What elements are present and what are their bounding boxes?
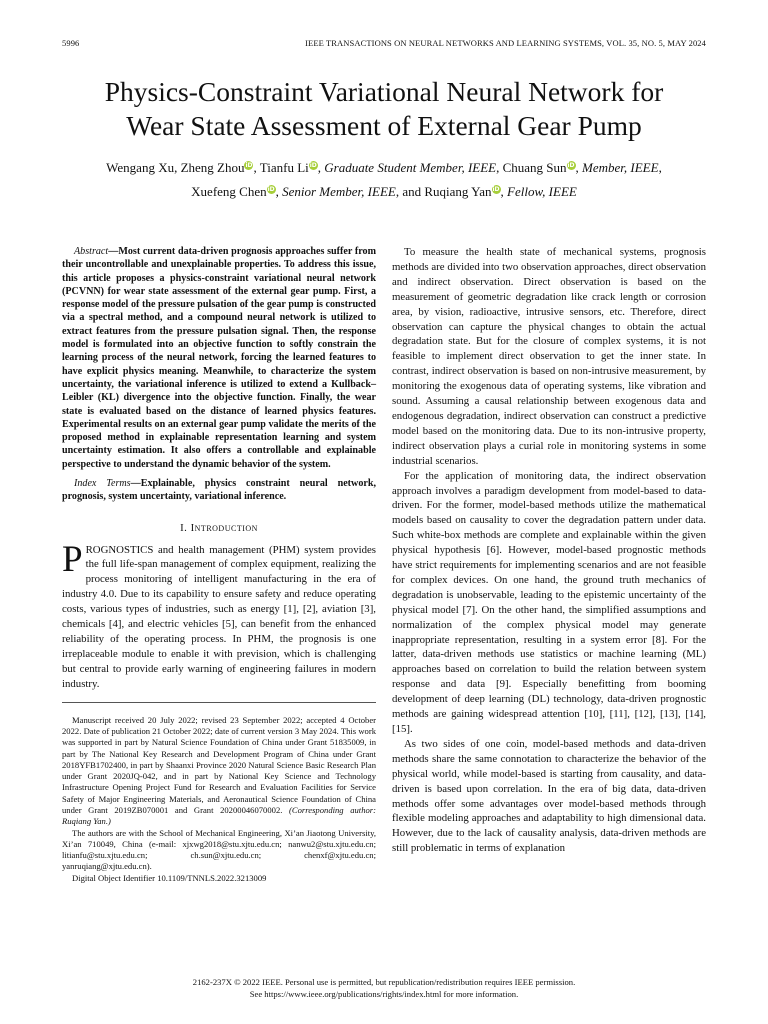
intro-text: ROGNOSTICS and health management (PHM) system provides the full life-span management of complex equipment, realizing the process monitoring of intelligent manufacturing in the era of industry 4.0. Due to its capability to ensure safety and reduce operating costs, various types of industries, such as energy [1], [2], aviation [3], chemicals [4], and electric vehicles [5], can benefit from the enhanced reliability of the operating process. In PHM, the prognosis is one irreplaceable module to enable it with prevision, which is challenging but central to provide early warning of engineering failures in modern industry. — [62, 543, 376, 690]
section-numeral: I. — [180, 521, 188, 534]
abstract-lead: Abstract — [74, 246, 109, 257]
author-role: Graduate Student Member, IEEE — [324, 160, 497, 175]
footnote-separator — [62, 702, 376, 703]
author-names-4: Xuefeng Chen — [191, 184, 267, 199]
footnote-manuscript-text: Manuscript received 20 July 2022; revised 23 September 2022; accepted 4 October 2022. Date of publication 21 October 2022; date of current version 3 May 2024. This work was supported in part by Natural Science Foundation of China under Grant 51835009, in part by The National Key Research and Development Program of China under Grant 2018YFB1702400, in part by Shaanxi Province 2020 Natural Science Basic Research Plan under Grant 2020JQ-042, and in part by National Key Science and Technology Infrastructure Opening Project Fund for Research and Evaluation Facilities for Service Safety of Major Engineering Materials, and Aeronautical Science Foundation of China under Grant 2019ZB070001 and Grant 20200046070002. — [62, 714, 376, 815]
orcid-icon[interactable]: iD — [267, 186, 275, 193]
author-role: Senior Member, IEEE — [282, 184, 396, 199]
footnote-affiliation: The authors are with the School of Mechanical Engineering, Xi’an Jiaotong University, Xi’an 710049, China (e-mail: xjxwg2018@stu.xjtu.edu.cn; nanwu2@stu.xjtu.edu.cn; litianfu@stu.xjtu.edu.cn; ch.sun@xjtu.edu.cn; chenxf@xjtu.edu.cn; yanruqiang@xjtu.edu.cn). — [62, 827, 376, 872]
author-names-1: Wengang Xu, Zheng Zhou — [106, 160, 245, 175]
author-role: Member, IEEE — [582, 160, 659, 175]
abstract-text: Most current data-driven prognosis approaches suffer from their uncontrollable and unexplainable properties. To address this issue, this article proposes a physics-constraint variational neural network (PCVNN) for wear state assessment of the external gear pump. First, a response model of the pressure pulsation of the gear pump is constructed via a spectral method, and a compound neural network is utilized to extract features from the pressure pulsation signal. Then, the response model is formulated into an objective function to softly constrain the learning process of the neural network, forcing the learned features to have explicit physics meaning. Meanwhile, to characterize the system uncertainty, the variational inference is utilized to extend a Kullback–Leibler (KL) divergence into the objective function. Finally, the wear state is evaluated based on the distance of learned physics features. Experimental results on an external gear pump validate the merits of the proposed method in explainable representation learning and system uncertainty estimation. It also offers a controllable and explainable perspective to understand the dynamic behavior of the system. — [62, 246, 376, 470]
author-line-2: Xuefeng CheniD, Senior Member, IEEE, and Ruqiang YaniD, Fellow, IEEE — [191, 184, 577, 199]
footnote-doi[interactable]: Digital Object Identifier 10.1109/TNNLS.2022.3213009 — [72, 872, 267, 883]
paper-title — [40, 75, 728, 143]
orcid-icon[interactable]: iD — [309, 162, 317, 169]
author-names-5: , and Ruqiang Yan — [395, 184, 492, 199]
title-line-2: Wear State Assessment of External Gear Pump — [126, 110, 642, 141]
copyright-line-2[interactable]: See https://www.ieee.org/publications/rights/index.html for more information. — [249, 988, 519, 999]
orcid-icon[interactable]: iD — [492, 186, 500, 193]
section-heading — [62, 521, 376, 536]
footnote-manuscript — [62, 715, 376, 828]
abstract: Abstract—Most current data-driven prognosis approaches suffer from their uncontrollable and unexplainable properties. To address this issue, this article proposes a physics-constraint variational neural network (PCVNN) for wear state assessment of the external gear pump. First, a response model of the pressure pulsation of the gear pump is constructed via a spectral method, and a compound neural network is utilized to extract features from the pressure pulsation signal. Then, the response model is formulated into an objective function to softly constrain the learning process of the neural network, forcing the learned features to have explicit physics meaning. Meanwhile, to characterize the system uncertainty, the variational inference is utilized to extend a Kullback–Leibler (KL) divergence into the objective function. Finally, the wear state is evaluated based on the distance of learned physics features. Experimental results on an external gear pump validate the merits of the proposed method in explainable representation learning and system uncertainty estimation. It also offers a controllable and explainable perspective to understand the dynamic behavior of the system. — [62, 246, 376, 470]
author-line-1: Wengang Xu, Zheng ZhouiD, Tianfu LiiD, Graduate Student Member, IEEE, Chuang SuniD, Member, IEEE, — [106, 160, 662, 175]
corresponding-author: (Corresponding author: Ruqiang Yan.) — [62, 804, 376, 827]
journal-header: IEEE TRANSACTIONS ON NEURAL NETWORKS AND LEARNING SYSTEMS, VOL. 35, NO. 5, MAY 2024 — [305, 38, 706, 48]
section-title: Introduction — [190, 521, 258, 534]
author-list — [40, 156, 728, 204]
title-line-1: Physics-Constraint Variational Neural Network for — [104, 76, 664, 107]
copyright-line-1: 2162-237X © 2022 IEEE. Personal use is permitted, but republication/redistribution requires IEEE permission. — [192, 977, 576, 987]
body-paragraph: As two sides of one coin, model-based methods and data-driven methods share the same connotation to characterize the behavior of the physical world, while model-based is starting from causality, and data-driven is based upon correlation. In the era of big data, data-driven methods offer some advantages over model-based methods through flexible modeling approaches and adaptability to high dimensional data. However, due to the lack of causality analysis, data-driven methods are still problematic in terms of explanation — [392, 737, 706, 855]
author-names-2: , Tianfu Li — [253, 160, 309, 175]
body-paragraph: For the application of monitoring data, the indirect observation approach involves a paradigm development from model-based to data-driven. For the former, model-based methods utilize the mathematical models based on causality to cover the degradation pattern under data. Such white-box methods are complete and explainable within the given physical hypothesis [6]. However, model-based prognostic methods have strict requirements for implementing scenarios and are not feasible for complex devices. On one hand, the ground truth mechanics of degradation is unobservable, leading to the epistemic uncertainty of the physical model [7]. On the other hand, the simplified assumptions and normalization of the complex physical model may generate inappropriate representation, resulting in a system error [8]. For the latter, data-driven methods use statistics or machine learning (ML) approaches based on correlation to build the relation between system response and data [9]. Especially benefitting from booming development of deep learning (DL) technology, data-driven prognostic methods are gaining widespread attention [10], [11], [12], [13], [14], [15]. — [392, 469, 706, 735]
author-names-3: , Chuang Sun — [496, 160, 567, 175]
author-role: Fellow, IEEE — [507, 184, 577, 199]
orcid-icon[interactable]: iD — [567, 162, 575, 169]
right-column — [392, 245, 706, 856]
page-number: 5996 — [62, 38, 80, 48]
intro-paragraph — [62, 538, 376, 692]
index-terms: Index Terms—Explainable, physics constraint neural network, prognosis, system uncertainty, variational inference. — [62, 478, 376, 503]
orcid-icon[interactable]: iD — [245, 162, 253, 169]
index-terms-text: Explainable, physics constraint neural network, prognosis, system uncertainty, variational inference. — [62, 478, 376, 503]
drop-cap: P — [62, 538, 83, 580]
body-paragraph: To measure the health state of mechanical systems, prognosis methods are divided into two observation approaches, direct observation and indirect observation. Direct observation is based on the measurement of geometric degradation like crack length or corrosion area, by vision, radioactive, intrusive sensors, etc. Therefore, direct observation can capture the physical changes to obtain the actual degradation state. But for the closure of complex systems, it is not feasible to implement direct observation to get the inner state. In contrast, indirect observation is based on non-intrusive measurement, by monitoring the exogenous data of operating systems, like vibration and sound. Assuming a causal relationship between exogenous data and endogenous degradation, indirect observation can construct a predictive model based on the monitoring data. Due to its non-intrusive property, indirect observation plays a curial role in monitoring systems in some industrial scenarios. — [392, 246, 706, 467]
copyright-notice — [40, 977, 728, 1000]
index-terms-lead: Index Terms — [74, 478, 131, 490]
left-column — [62, 245, 376, 884]
